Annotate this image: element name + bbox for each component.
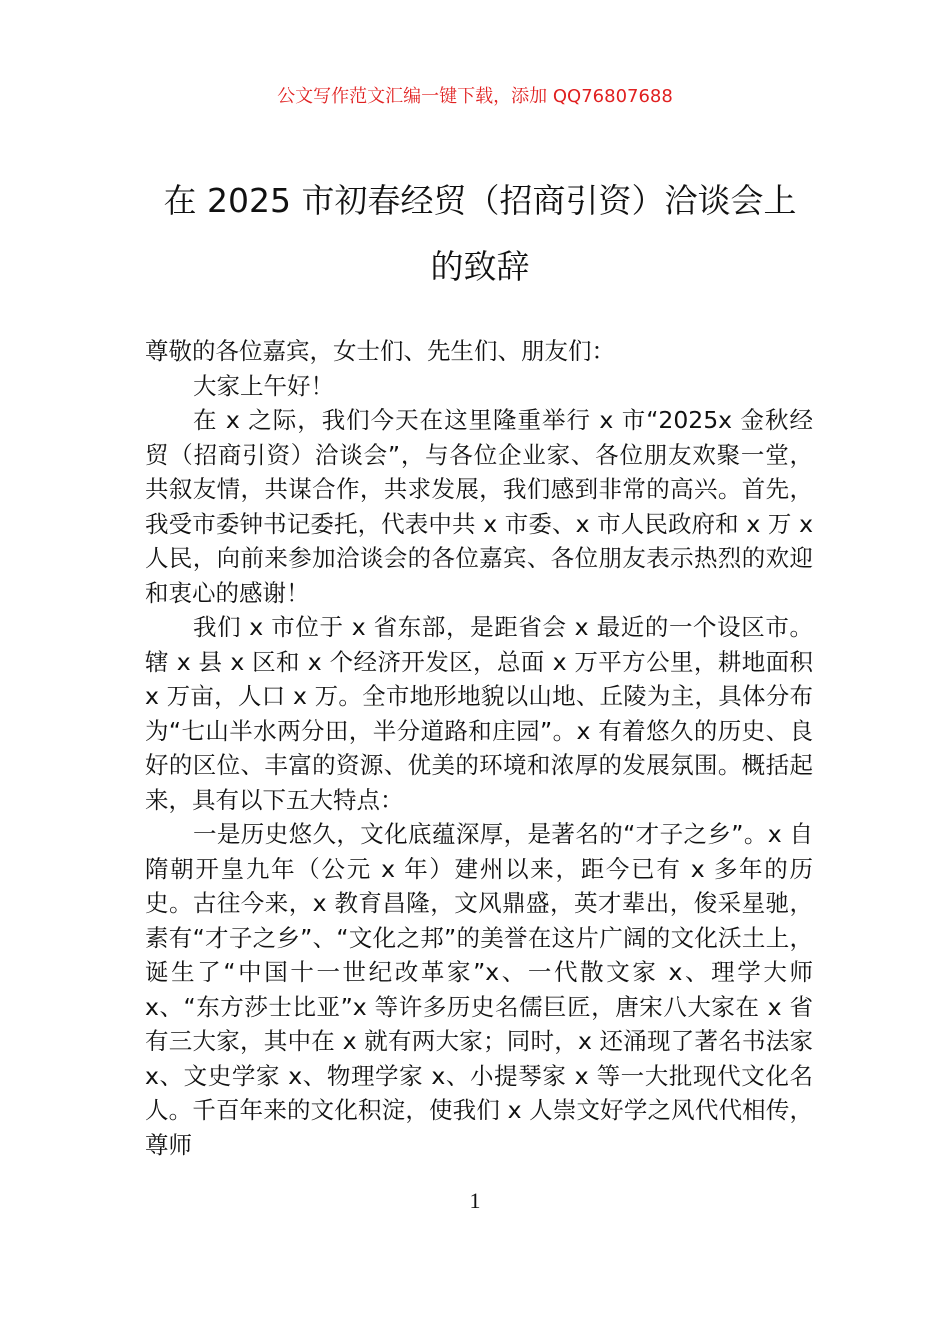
title-line-2: 的致辞 bbox=[430, 247, 530, 286]
salutation: 尊敬的各位嘉宾，女士们、先生们、朋友们： bbox=[145, 337, 615, 365]
promo-banner: 公文写作范文汇编一键下载，添加 QQ76807688 bbox=[277, 86, 673, 107]
document-body bbox=[145, 334, 813, 1162]
paragraph-welcome: 在 x 之际，我们今天在这里隆重举行 x 市“2025x 金秋经贸（招商引资）洽谈会”，与各位企业家、各位朋友欢聚一堂，共叙友情，共谋合作，共求发展，我们感到非常的高兴。首先，我受市委钟书记委托，代表中共 x 市委、x 市人民政府和 x 万 x 人民，向前来参加洽谈会的各位嘉宾、各位朋友表示热烈的欢迎和衷心的感谢！ bbox=[145, 406, 813, 607]
page-number: 1 bbox=[469, 1188, 481, 1213]
document-title bbox=[140, 168, 820, 300]
paragraph-history-culture: 一是历史悠久，文化底蕴深厚，是著名的“才子之乡”。x 自隋朝开皇九年（公元 x 年）建州以来，距今已有 x 多年的历史。古往今来，x 教育昌隆，文风鼎盛，英才辈出，俊采星驰，素有“才子之乡”、“文化之邦”的美誉在这片广阔的文化沃土上，诞生了“中国十一世纪改革家”x、一代散文家 x、理学大师 x、“东方莎士比亚”x 等许多历史名儒巨匠，唐宋八大家在 x 省有三大家，其中在 x 就有两大家；同时，x 还涌现了著名书法家 x、文史学家 x、物理学家 x、小提琴家 x 等一大批现代文化名人。千百年来的文化积淀，使我们 x 人崇文好学之风代代相传，尊师 bbox=[145, 820, 813, 1159]
paragraph-city-overview: 我们 x 市位于 x 省东部，是距省会 x 最近的一个设区市。辖 x 县 x 区和 x 个经济开发区，总面 x 万平方公里，耕地面积 x 万亩，人口 x 万。全市地形地貌以山地、丘陵为主，具体分布为“七山半水两分田，半分道路和庄园”。x 有着悠久的历史、良好的区位、丰富的资源、优美的环境和浓厚的发展氛围。概括起来，具有以下五大特点： bbox=[145, 613, 813, 814]
paragraph-greeting: 大家上午好！ bbox=[193, 371, 334, 400]
title-line-1: 在 2025 市初春经贸（招商引资）洽谈会上 bbox=[163, 181, 797, 220]
